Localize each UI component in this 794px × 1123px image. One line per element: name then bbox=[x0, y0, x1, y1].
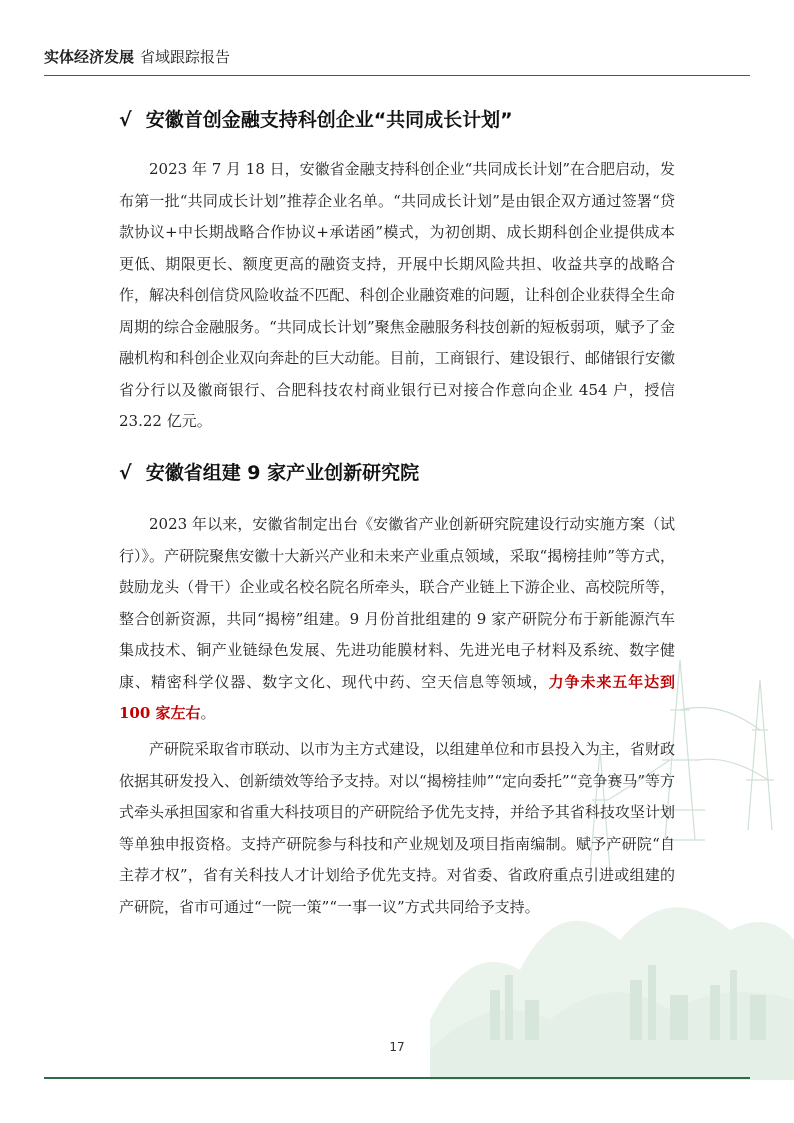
institutes-paragraph-2: 产研院采取省市联动、以市为主方式建设，以组建单位和市县投入为主，省财政依据其研发投入、创新绩效等给予支持。对以“揭榜挂帅”“定向委托”“竞争赛马”等方式牵头承担国家和省重大科技项目的产研院给予优先支持，并给予其省科技攻坚计划等单独申报资格。支持产研院参与科技和产业规划及项目指南编制。赋予产研院“自主荐才权”，省有关科技人才计划给予优先支持。对省委、省政府重点引进或组建的产研院，省市可通过“一院一策”“一事一议”方式共同给予支持。 bbox=[119, 740, 676, 916]
report-subtitle: 省域跟踪报告 bbox=[140, 48, 231, 66]
section-heading-text: 安徽省组建 9 家产业创新研究院 bbox=[145, 462, 420, 484]
institutes-paragraph-1 bbox=[119, 509, 675, 730]
section-heading-text: 安徽首创金融支持科创企业“共同成长计划” bbox=[145, 109, 513, 131]
growth-plan-paragraph: 2023 年 7 月 18 日，安徽省金融支持科创企业“共同成长计划”在合肥启动，发布第一批“共同成长计划”推荐企业名单。“共同成长计划”是由银企双方通过签署“贷款协议+中长期战略合作协议+承诺函”模式，为初创期、成长期科创企业提供成本更低、期限更长、额度更高的融资支持，开展中长期风险共担、收益共享的战略合作，解决科创信贷风险收益不匹配、科创企业融资难的问题，让科创企业获得全生命周期的综合金融服务。“共同成长计划”聚焦金融服务科技创新的短板弱项，赋予了金融机构和科创企业双向奔赴的巨大动能。目前，工商银行、建设银行、邮储银行安徽省分行以及徽商银行、合肥科技农村商业银行已对接合作意向企业 454 户，授信 23.22 亿元。 bbox=[119, 160, 675, 430]
section-heading-innovation-institutes bbox=[119, 458, 419, 485]
section-heading-growth-plan bbox=[119, 105, 513, 132]
check-mark-icon: √ bbox=[119, 109, 132, 131]
institutes-paragraph-1-text: 2023 年以来，安徽省制定出台《安徽省产业创新研究院建设行动实施方案（试行）》。产研院聚焦安徽十大新兴产业和未来产业重点领域，采取“揭榜挂帅”等方式，鼓励龙头（骨干）企业或名校名院名所牵头，联合产业链上下游企业、高校院所等，整合创新资源，共同“揭榜”组建。9 月份首批组建的 9 家产研院分布于新能源汽车集成技术、铜产业链绿色发展、先进功能膜材料、先进光电子材料及系统、数字健康、精密科学仪器、数字文化、现代中药、空天信息等领域， bbox=[119, 515, 675, 691]
report-series-title: 实体经济发展 bbox=[44, 48, 135, 66]
footer-divider bbox=[44, 1077, 750, 1079]
check-mark-icon: √ bbox=[119, 462, 132, 484]
institutes-paragraph-1-end: 。 bbox=[200, 704, 216, 722]
header-divider bbox=[44, 75, 750, 76]
highlighted-goal: 力争未来五年达到 100 家左右 bbox=[119, 672, 675, 722]
running-header bbox=[44, 46, 230, 67]
page-number: 17 bbox=[389, 1040, 405, 1054]
